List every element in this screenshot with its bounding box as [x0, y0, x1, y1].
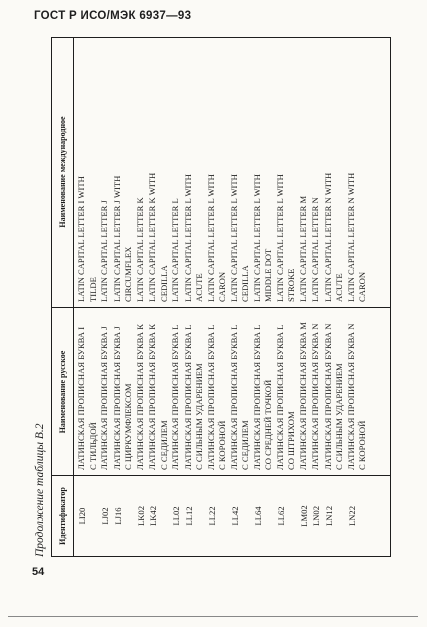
international-name-line: LATIN CAPITAL LETTER N WITH	[322, 172, 333, 302]
international-name-line: ACUTE	[194, 273, 204, 302]
russian-name-cell	[298, 308, 310, 476]
rotated-table-block	[34, 37, 394, 557]
international-name-cell	[310, 38, 322, 308]
table-row	[252, 38, 275, 556]
identifier-cell: LI20	[77, 507, 87, 525]
identifier-cell: LK42	[148, 505, 158, 527]
russian-name-line: С КОРОНОЙ	[217, 420, 227, 470]
international-name-cell	[135, 38, 147, 308]
russian-name-cell	[183, 308, 206, 476]
identifier-cell: LL64	[252, 506, 263, 526]
russian-name-cell	[323, 308, 346, 476]
table-row	[346, 38, 369, 556]
international-name-cell	[76, 38, 99, 308]
page-number: 54	[32, 566, 45, 578]
russian-name-cell	[135, 308, 147, 476]
international-name-cell	[252, 38, 275, 308]
international-name-cell	[206, 38, 229, 308]
table-row	[183, 38, 206, 556]
table-row	[112, 38, 135, 556]
russian-name-cell	[275, 308, 298, 476]
international-name-line: MIDDLE DOT	[263, 248, 273, 302]
international-name-line: LATIN CAPITAL LETTER L WITH	[205, 174, 216, 302]
identifier-cell: LN22	[346, 505, 357, 527]
russian-name-line: С ЦИРКУМФЛЕКСОМ	[123, 383, 133, 470]
international-name-cell	[298, 38, 310, 308]
table-row	[170, 38, 183, 556]
identifier-cell: LJ16	[112, 507, 123, 525]
russian-name-line: ЛАТИНСКАЯ ПРОПИСНАЯ БУКВА К	[147, 324, 157, 470]
russian-name-line: ЛАТИНСКАЯ ПРОПИСНАЯ БУКВА L	[228, 324, 239, 470]
international-name-line: TILDE	[87, 277, 98, 302]
table-row	[135, 38, 148, 556]
russian-name-cell	[147, 308, 170, 476]
russian-name-line: ЛАТИНСКАЯ ПРОПИСНАЯ БУКВА L	[274, 324, 285, 470]
table-row	[298, 38, 311, 556]
international-name-line: LATIN CAPITAL LETTER N WITH	[345, 172, 356, 302]
identifier-cell: LL22	[206, 506, 217, 526]
russian-name-line: ЛАТИНСКАЯ ПРОПИСНАЯ БУКВА L	[182, 324, 193, 470]
international-name-cell	[229, 38, 252, 308]
table-row	[147, 38, 170, 556]
international-name-cell	[147, 38, 170, 308]
international-name-cell	[275, 38, 298, 308]
international-name-line: ACUTE	[334, 273, 344, 302]
international-name-line: LATIN CAPITAL LETTER M	[297, 195, 308, 302]
document-header: ГОСТ Р ИСО/МЭК 6937—93	[34, 10, 192, 22]
identifier-cell: LL02	[171, 506, 181, 526]
russian-name-cell	[206, 308, 229, 476]
table-caption: Продолжение таблицы В.2	[34, 423, 46, 557]
identifier-cell: LJ02	[100, 507, 110, 525]
identifier-cell: LK02	[135, 505, 146, 527]
identifier-cell: LN12	[323, 505, 334, 527]
russian-name-line: ЛАТИНСКАЯ ПРОПИСНАЯ БУКВА N	[345, 323, 356, 470]
table-row	[275, 38, 298, 556]
international-name-line: LATIN CAPITAL LETTER N	[310, 197, 320, 302]
russian-name-line: С КОРОНОЙ	[357, 420, 367, 470]
international-name-line: LATIN CAPITAL LETTER K WITH	[147, 172, 157, 302]
russian-name-line: ЛАТИНСКАЯ ПРОПИСНАЯ БУКВА L	[205, 324, 216, 470]
russian-name-line: ЛАТИНСКАЯ ПРОПИСНАЯ БУКВА L	[251, 324, 262, 470]
international-name-line: LATIN CAPITAL LETTER L	[170, 198, 180, 302]
international-name-line: CARON	[217, 271, 227, 302]
column-header-russian: Наименование русское	[58, 350, 67, 434]
international-name-line: CEDILLA	[158, 265, 169, 302]
russian-name-line: ЛАТИНСКАЯ ПРОПИСНАЯ БУКВА М	[297, 322, 308, 470]
table-row	[229, 38, 252, 556]
international-name-line: LATIN CAPITAL LETTER J WITH	[111, 175, 122, 302]
table-row	[76, 38, 99, 556]
russian-name-cell	[112, 308, 135, 476]
russian-name-line: СО ШТРИХОМ	[286, 411, 296, 470]
russian-name-cell	[252, 308, 275, 476]
international-name-line: LATIN CAPITAL LETTER L WITH	[251, 174, 262, 302]
international-name-line: LATIN CAPITAL LETTER L WITH	[228, 174, 239, 302]
bottom-rule	[8, 616, 418, 617]
international-name-cell	[323, 38, 346, 308]
russian-name-line: С СЕДИЛЕМ	[240, 420, 250, 470]
international-name-cell	[99, 38, 111, 308]
russian-name-line: ЛАТИНСКАЯ ПРОПИСНАЯ БУКВА L	[170, 324, 180, 470]
table-body	[76, 38, 390, 556]
international-name-line: LATIN CAPITAL LETTER I WITH	[76, 176, 86, 302]
table-row	[99, 38, 112, 556]
russian-name-line: С СИЛЬНЫМ УДАРЕНИЕМ	[194, 363, 204, 470]
identifier-cell: LL42	[229, 506, 240, 526]
identifier-cell: LL12	[183, 506, 194, 526]
table-row	[323, 38, 346, 556]
russian-name-line: СО СРЕДНЕЙ ТОЧКОЙ	[263, 379, 273, 470]
character-table	[51, 37, 391, 557]
international-name-cell	[183, 38, 206, 308]
russian-name-line: С СЕДИЛЕМ	[158, 420, 169, 470]
russian-name-cell	[346, 308, 369, 476]
international-name-cell	[112, 38, 135, 308]
russian-name-cell	[310, 308, 322, 476]
international-name-line: LATIN CAPITAL LETTER J	[99, 200, 109, 302]
international-name-line: LATIN CAPITAL LETTER K	[134, 197, 145, 302]
international-name-line: LATIN CAPITAL LETTER L WITH	[274, 174, 285, 302]
russian-name-cell	[229, 308, 252, 476]
russian-name-line: ЛАТИНСКАЯ ПРОПИСНАЯ БУКВА I	[76, 326, 86, 470]
header-divider	[73, 38, 74, 556]
international-name-line: CIRCUMFLEX	[123, 246, 133, 302]
russian-name-line: ЛАТИНСКАЯ ПРОПИСНАЯ БУКВА J	[99, 326, 109, 470]
international-name-line: LATIN CAPITAL LETTER L WITH	[182, 174, 193, 302]
international-name-line: CEDILLA	[240, 265, 250, 302]
column-header-international: Наименование международное	[58, 116, 67, 228]
russian-name-line: С СИЛЬНЫМ УДАРЕНИЕМ	[334, 363, 344, 470]
russian-name-line: С ТИЛЬДОЙ	[87, 422, 98, 470]
identifier-cell: LL62	[275, 506, 286, 526]
identifier-cell: LM02	[298, 505, 309, 527]
international-name-cell	[170, 38, 182, 308]
column-header-id: Идентификатор	[58, 487, 67, 545]
russian-name-line: ЛАТИНСКАЯ ПРОПИСНАЯ БУКВА К	[134, 324, 145, 470]
russian-name-line: ЛАТИНСКАЯ ПРОПИСНАЯ БУКВА J	[111, 326, 122, 470]
russian-name-cell	[76, 308, 99, 476]
table-row	[206, 38, 229, 556]
international-name-cell	[346, 38, 369, 308]
russian-name-cell	[170, 308, 182, 476]
russian-name-line: ЛАТИНСКАЯ ПРОПИСНАЯ БУКВА N	[322, 323, 333, 470]
russian-name-cell	[99, 308, 111, 476]
identifier-cell: LN02	[311, 505, 321, 527]
russian-name-line: ЛАТИНСКАЯ ПРОПИСНАЯ БУКВА N	[310, 323, 320, 470]
table-row	[310, 38, 323, 556]
international-name-line: STROKE	[286, 268, 296, 302]
international-name-line: CARON	[357, 271, 367, 302]
